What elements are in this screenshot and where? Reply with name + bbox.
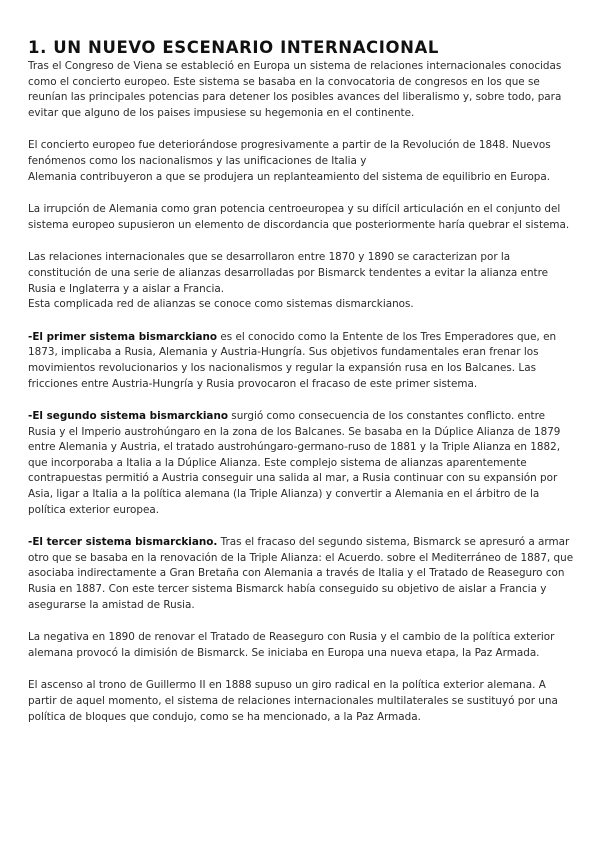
paragraph-irrupcion-alemania: [28, 202, 576, 233]
paragraph-guillermo-ii: [28, 678, 576, 725]
paragraph-text: El ascenso al trono de Guillermo II en 1888 supuso un giro radical en la política exterior alemana. A partir de aquel momento, el sistema de relaciones internacionales multilaterales se sustituyó por una política de bloques que condujo, como se ha mencionado, a la Paz Armada.: [28, 679, 558, 723]
paragraph-text: Las relaciones internacionales que se desarrollaron entre 1870 y 1890 se caracterizan por la constitución de una serie de alianzas desarrolladas por Bismarck tendentes a evitar la alianza entre Rusia e Inglaterra y a aislar a Francia.: [28, 251, 549, 295]
paragraph-concierto-europeo: [28, 138, 576, 185]
paragraph-text: es el conocido como la Entente de los Tres Emperadores que, en 1873, implicaba a Rusia, Alemania y Austria-Hungría. Sus objetivos fundamentales eran frenar los movimientos revolucionarios y los nacionalismos y regular la expansión rusa en los Balcanes. Las fricciones entre Austria-Hungría y Rusia provocaron el fracaso de este primer sistema.: [28, 330, 557, 390]
paragraph-relaciones-1870-1890: [28, 250, 576, 312]
paragraph-tercer-sistema: [28, 535, 576, 613]
paragraph-text-continued: Alemania contribuyeron a que se produjera un replanteamiento del sistema de equilibrio en Europa.: [28, 170, 551, 183]
paragraph-text: La negativa en 1890 de renovar el Tratado de Reaseguro con Rusia y el cambio de la política exterior alemana provocó la dimisión de Bismarck. Se iniciaba en Europa una nueva etapa, la Paz Armada.: [28, 631, 555, 659]
document-page: [28, 38, 576, 742]
paragraph-lead: -El tercer sistema bismarckiano.: [28, 536, 218, 549]
paragraph-lead: -El primer sistema bismarckiano: [28, 330, 218, 343]
paragraph-text: La irrupción de Alemania como gran potencia centroeuropea y su difícil articulación en el conjunto del sistema europeo supusieron un elemento de discordancia que posteriormente haría quebrar el sistema.: [28, 203, 570, 231]
paragraph-text: surgió como consecuencia de los constantes conflicto. entre Rusia y el Imperio austrohúngaro en la zona de los Balcanes. Se basaba en la Dúplice Alianza de 1879 entre Alemania y Austria, el tratado austrohúngaro-germano-ruso de 1881 y la Triple Alianza en 1882, que incorporaba a Italia a la Dúplice Alianza. Este complejo sistema de alianzas aparentemente contrapuestas permitió a Austria conseguir una salida al mar, a Rusia continuar con su expansión por Asia, ligar a Italia a la política alemana (la Triple Alianza) y convertir a Alemania en el árbitro de la política exterior europea.: [28, 410, 561, 516]
paragraph-text: Tras el fracaso del segundo sistema, Bismarck se apresuró a armar otro que se basaba en la renovación de la Triple Alianza: el Acuerdo. sobre el Mediterráneo de 1887, que asociaba indirectamente a Gran Bretaña con Alemania a través de Italia y el Tratado de Reaseguro con Rusia en 1887. Con este tercer sistema Bismarck había conseguido su objetivo de aislar a Francia y asegurarse la amistad de Rusia.: [28, 536, 574, 611]
paragraph-primer-sistema: [28, 330, 576, 392]
paragraph-congreso-viena: [28, 59, 576, 121]
paragraph-segundo-sistema: [28, 409, 576, 518]
paragraph-text-continued: Esta complicada red de alianzas se conoce como sistemas dismarckianos.: [28, 298, 414, 311]
page-title: 1. UN NUEVO ESCENARIO INTERNACIONAL: [28, 38, 440, 57]
paragraph-negativa-1890: [28, 630, 576, 661]
paragraph-text: El concierto europeo fue deteriorándose progresivamente a partir de la Revolución de 1848. Nuevos fenómenos como los nacionalismos y las unificaciones de Italia y: [28, 139, 551, 167]
paragraph-text: Tras el Congreso de Viena se estableció en Europa un sistema de relaciones internacionales conocidas como el concierto europeo. Este sistema se basaba en la convocatoria de congresos en los que se reunían las principales potencias para detener los posibles avances del liberalismo y, sobre todo, para evitar que alguno de los paises impusiese su hegemonia en el continente.: [28, 60, 562, 119]
paragraph-lead: -El segundo sistema bismarckiano: [28, 410, 228, 423]
